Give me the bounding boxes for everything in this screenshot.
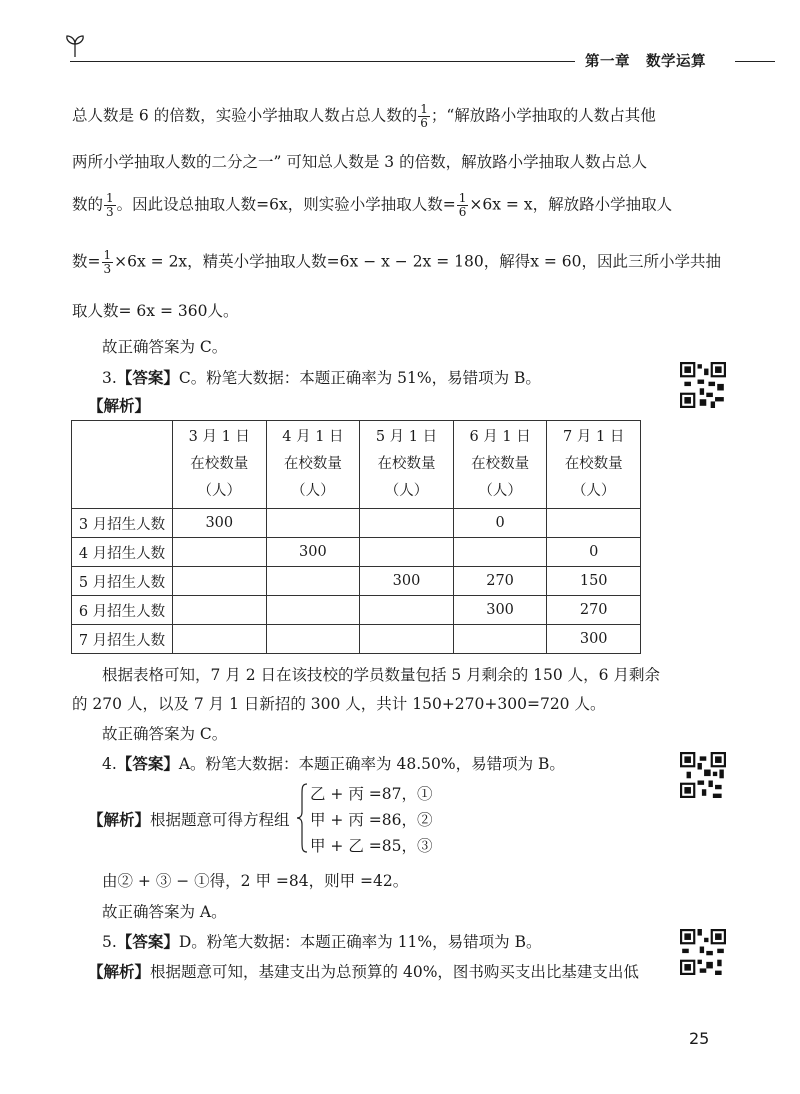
qr-code-icon[interactable] — [680, 752, 726, 798]
q3-analysis-tag: 【解析】 — [88, 397, 151, 415]
table-header-cell: 5 月 1 日 在校数量 （人） — [360, 421, 454, 509]
equation-2: 甲 + 丙 =86，② — [310, 811, 433, 829]
after-table-line-2: 的 270 人，以及 7 月 1 日新招的 300 人，共计 150+270+300=720 人。 — [72, 695, 606, 713]
table-header-cell: 7 月 1 日 在校数量 （人） — [547, 421, 641, 509]
text: 总人数是 6 的倍数，实验小学抽取人数占总人数的 — [72, 106, 418, 125]
denominator: 6 — [458, 205, 467, 219]
qr-code-icon[interactable] — [680, 929, 726, 975]
answer-text: C。粉笔大数据：本题正确率为 51%，易错项为 B。 — [178, 369, 541, 387]
table-cell — [266, 625, 360, 654]
page-number: 25 — [689, 1029, 710, 1048]
paragraph-line-2: 两所小学抽取人数的二分之一” 可知总人数是 3 的倍数，解放路小学抽取人数占总人 — [72, 153, 648, 171]
q5-analysis-line — [88, 960, 639, 982]
q4-answer-line — [102, 752, 565, 774]
table-cell: 270 — [453, 567, 547, 596]
answer-tag: 【答案】 — [116, 369, 179, 387]
table-cell: 0 — [547, 538, 641, 567]
denominator: 3 — [103, 262, 112, 276]
answer-tag: 【答案】 — [116, 933, 179, 951]
table-cell — [360, 538, 454, 567]
analysis-text: 根据题意可知，基建支出为总预算的 40%，图书购买支出比基建支出低 — [150, 963, 639, 981]
text: ；“解放路小学抽取的人数占其他 — [430, 106, 656, 125]
table-cell — [453, 625, 547, 654]
table-cell — [173, 596, 267, 625]
answer-text: A。粉笔大数据：本题正确率为 48.50%，易错项为 B。 — [178, 755, 565, 773]
answer-label: 答案 — [132, 369, 164, 387]
paragraph-line-1 — [72, 103, 656, 130]
table-cell — [360, 509, 454, 538]
table-cell: 270 — [547, 596, 641, 625]
enrollment-table — [71, 420, 641, 654]
after-table-line-1: 根据表格可知，7 月 2 日在该技校的学员数量包括 5 月剩余的 150 人，6 月剩余 — [102, 666, 660, 684]
q4-analysis-line — [88, 808, 290, 830]
paragraph-line-5: 取人数= 6x = 360人。 — [72, 302, 239, 320]
paragraph-line-3 — [72, 192, 672, 219]
table-cell — [360, 596, 454, 625]
table-header-row — [72, 421, 641, 509]
table-cell — [173, 567, 267, 596]
leaf-icon — [62, 33, 88, 59]
text: 数的 — [72, 195, 104, 214]
numerator: 1 — [103, 248, 112, 262]
question-number: 3. — [102, 369, 117, 387]
table-cell: 150 — [547, 567, 641, 596]
table-cell — [360, 625, 454, 654]
text: 数= — [72, 252, 101, 271]
table-cell: 300 — [453, 596, 547, 625]
header-rule-left — [70, 61, 575, 62]
denominator: 3 — [106, 205, 114, 219]
denominator: 6 — [420, 116, 428, 130]
table-row — [72, 567, 641, 596]
answer-label: 答案 — [132, 933, 164, 951]
q4-step-line: 由② + ③ − ①得，2 甲 =84，则甲 =42。 — [102, 872, 409, 890]
paragraph-line-4 — [72, 249, 721, 276]
table-cell — [266, 567, 360, 596]
analysis-text: 根据题意可得方程组 — [150, 811, 290, 829]
question-number: 5. — [102, 933, 117, 951]
table-cell: 300 — [266, 538, 360, 567]
analysis-label: 解析 — [103, 397, 135, 415]
q4-conclusion-line: 故正确答案为 A。 — [102, 903, 227, 921]
table-row — [72, 509, 641, 538]
fraction — [104, 192, 116, 219]
chapter-label: 第一章 — [585, 54, 630, 70]
q3-answer-line — [102, 366, 541, 388]
numerator: 1 — [420, 102, 428, 116]
row-label: 5 月招生人数 — [72, 567, 173, 596]
table-cell: 300 — [360, 567, 454, 596]
text: ×6x = x，解放路小学抽取人 — [469, 195, 673, 214]
text: 。因此设总抽取人数=6x，则实验小学抽取人数= — [116, 195, 456, 214]
table-row — [72, 538, 641, 567]
table-cell: 300 — [173, 509, 267, 538]
analysis-tag: 【解析】 — [88, 963, 151, 981]
table-corner-cell — [72, 421, 173, 509]
table-cell — [266, 509, 360, 538]
question-number: 4. — [102, 755, 117, 773]
paragraph-line-6: 故正确答案为 C。 — [102, 338, 228, 356]
equation-3: 甲 + 乙 =85，③ — [310, 837, 433, 855]
analysis-label: 解析 — [103, 963, 135, 981]
page-header — [0, 0, 800, 80]
header-rule-right — [735, 61, 775, 62]
answer-tag: 【答案】 — [116, 755, 179, 773]
answer-text: D。粉笔大数据：本题正确率为 11%，易错项为 B。 — [178, 933, 542, 951]
section-label: 数学运算 — [646, 54, 706, 70]
row-label: 6 月招生人数 — [72, 596, 173, 625]
chapter-title — [585, 50, 706, 71]
analysis-label: 解析 — [103, 811, 135, 829]
table-cell: 300 — [547, 625, 641, 654]
fraction — [102, 249, 114, 276]
left-brace-icon — [296, 782, 308, 854]
q5-answer-line — [102, 930, 541, 952]
row-label: 4 月招生人数 — [72, 538, 173, 567]
table-cell — [173, 538, 267, 567]
row-label: 7 月招生人数 — [72, 625, 173, 654]
table-cell: 0 — [453, 509, 547, 538]
text: ×6x = 2x，精英小学抽取人数=6x − x − 2x = 180，解得x = 60，因此三所小学共抽 — [114, 252, 722, 271]
fraction — [418, 103, 430, 130]
numerator: 1 — [458, 191, 467, 205]
table-cell — [453, 538, 547, 567]
table-cell — [173, 625, 267, 654]
table-header-cell: 3 月 1 日 在校数量 （人） — [173, 421, 267, 509]
table-header-cell: 4 月 1 日 在校数量 （人） — [266, 421, 360, 509]
answer-label: 答案 — [132, 755, 164, 773]
equation-1: 乙 + 丙 =87，① — [310, 785, 433, 803]
table-row — [72, 596, 641, 625]
qr-code-icon[interactable] — [680, 362, 726, 408]
table-header-cell: 6 月 1 日 在校数量 （人） — [453, 421, 547, 509]
row-label: 3 月招生人数 — [72, 509, 173, 538]
fraction — [457, 192, 469, 219]
numerator: 1 — [106, 191, 114, 205]
table-cell — [547, 509, 641, 538]
table-cell — [266, 596, 360, 625]
after-table-line-3: 故正确答案为 C。 — [102, 725, 228, 743]
table-row — [72, 625, 641, 654]
analysis-tag: 【解析】 — [88, 811, 151, 829]
